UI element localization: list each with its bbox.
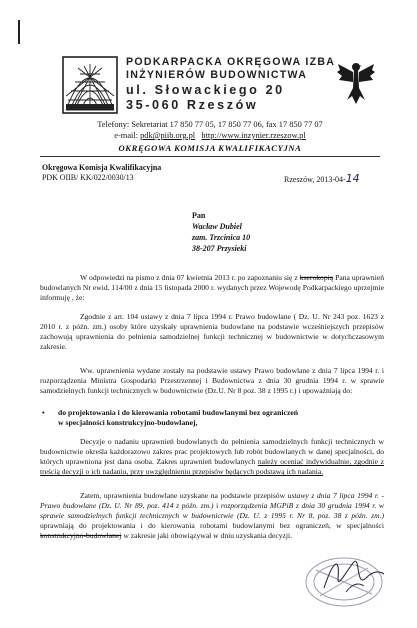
p5-text-b: i xyxy=(213,501,221,511)
org-city-line: 35-060 Rzeszów xyxy=(126,98,259,112)
p1-text-a: W odpowiedzi na pismo z dnia 07 kwietnia 2013 r. po zapoznaniu się z xyxy=(80,273,300,282)
geodesic-grid-logo-icon xyxy=(62,56,118,114)
p1-struck-word: kserokopią xyxy=(299,273,334,282)
paragraph-1 xyxy=(40,273,384,303)
paragraph-5 xyxy=(40,491,384,541)
org-street-line: ul. Słowackiego 20 xyxy=(126,83,285,97)
paragraph-3 xyxy=(40,366,384,396)
p3-text: Ww. uprawnienia wydane zostały na podstawie ustawy Prawo budowlane z dnia 7 lipca 1994 r. i rozporządzenia Ministra Gospodarki Przestrzennej i Budownictwa z dnia 30 grudnia 1994 r. w sprawie samodzielnych funkcji technicznych w budownictwie (Dz.U. Nr 8 poz. 38 z 1995 r.) i upoważniają do: xyxy=(40,366,384,396)
recipient-salutation: Pan xyxy=(192,211,206,220)
p2-text: Zgodnie z art. 104 ustawy z dnia 7 lipca 1994 r. Prawo budowlane ( Dz. U. Nr 243 poz. 1623 z 2010 r. z późn. zm.) osoby które uzyskały uprawnienia budowlane na podstawie wcześniejszych przepisów zachowują uprawnienia do pełnienia samodzielnej funkcji technicznej w budownictwie w dotychczasowym zakresie. xyxy=(40,312,384,352)
p5-struck: konstrukcyjno-budowlanej xyxy=(40,531,122,541)
permission-item: • do projektowania i do kierowania robotami budowlanymi bez ograniczeń xyxy=(40,408,384,418)
org-name-block xyxy=(126,56,340,113)
org-name-line-2: INŻYNIERÓW BUDOWNICTWA xyxy=(126,69,308,81)
p5-italic-1: ustawy z dnia 7 lipca 1994 r. - Prawo budowlane (Dz. U. Nr 89, poz. 414 z późn. zm.) xyxy=(40,491,384,511)
p4-underlined: należy oceniać indywidualnie, zgodnie z treścią decyzji o ich nadaniu, przy uwzględnieniu przepisów będących podstawą ich nadania. xyxy=(40,457,384,477)
p4-text-a: Decyzje o nadaniu uprawnień budowlanych do pełnienia samodzielnych funkcji technicznych w budownictwie określa każdorazowo zakres prac projektowych lub robót budowlanych w danej specjalności, do których uprawniona jest dana osoba. Zakres uprawnień budowlanych xyxy=(40,437,384,467)
p5-text-d: w zakresie jaki obowiązywał w dniu uzyskania decyzji. xyxy=(121,531,293,541)
recipient-name: Wacław Dubiel xyxy=(192,222,242,231)
contact-line-2 xyxy=(40,130,380,141)
reference-number: PDK OIIB/ KK/022/0030/13 xyxy=(42,173,134,182)
eagle-emblem-icon xyxy=(336,58,376,108)
date-prefix: Rzeszów, 2013-04- xyxy=(284,175,346,184)
permission-specialty: w specjalności konstrukcyjno-budowlanej, xyxy=(58,418,198,427)
commission-title: OKRĘGOWA KOMISJA KWALIFIKACYJNA xyxy=(118,143,302,153)
recipient-city: 38-207 Przysieki xyxy=(192,244,247,253)
contact-phones: Telefony: Sekretariat 17 850 77 05, 17 850 77 06, fax 17 850 77 07 xyxy=(97,120,323,129)
round-office-stamp-icon xyxy=(294,548,390,610)
p1-text-b: Pana uprawnień budowlanych Nr ewid. 114/00 z dnia 15 listopada 2000 r. wydanych przez Wojewodę Podkarpackiego uprzejmie informuję , że: xyxy=(40,273,384,303)
p5-italic-2: rozporządzenia MGPiB z dnia 30 grudnia 1994 r. w sprawie samodzielnych funkcji technicznych w budownictwie (Dz. U. z 1995 r. Nr 8, poz. 38 z późn. zm.) xyxy=(40,501,384,521)
sender-name: Okręgowa Komisja Kwalifikacyjna xyxy=(42,163,162,172)
paragraph-2 xyxy=(40,312,384,352)
binder-mark xyxy=(18,20,20,44)
date-day-handwritten: 14 xyxy=(345,172,360,185)
contact-email-link[interactable]: pdk@piib.org.pl xyxy=(140,131,196,140)
paragraph-4 xyxy=(40,437,384,477)
org-name-line-1: PODKARPACKA OKRĘGOWA IZBA xyxy=(126,56,336,68)
header-divider xyxy=(40,156,380,157)
p5-text-a: Zatem, uprawnienia budowlane uzyskane na podstawie przepisów xyxy=(80,491,288,500)
contact-web-link[interactable]: http://www.inzynier.rzeszow.pl xyxy=(201,131,306,140)
letter-date xyxy=(284,172,360,185)
p5-text-c: uprawniają do projektowania i do kierowania robotami budowlanymi bez ograniczeń, w specjalności xyxy=(40,521,384,531)
contact-email-label: e-mail: xyxy=(114,131,141,140)
permissions-list xyxy=(40,408,384,428)
recipient-street: zam. Trzcinica 10 xyxy=(192,233,251,242)
